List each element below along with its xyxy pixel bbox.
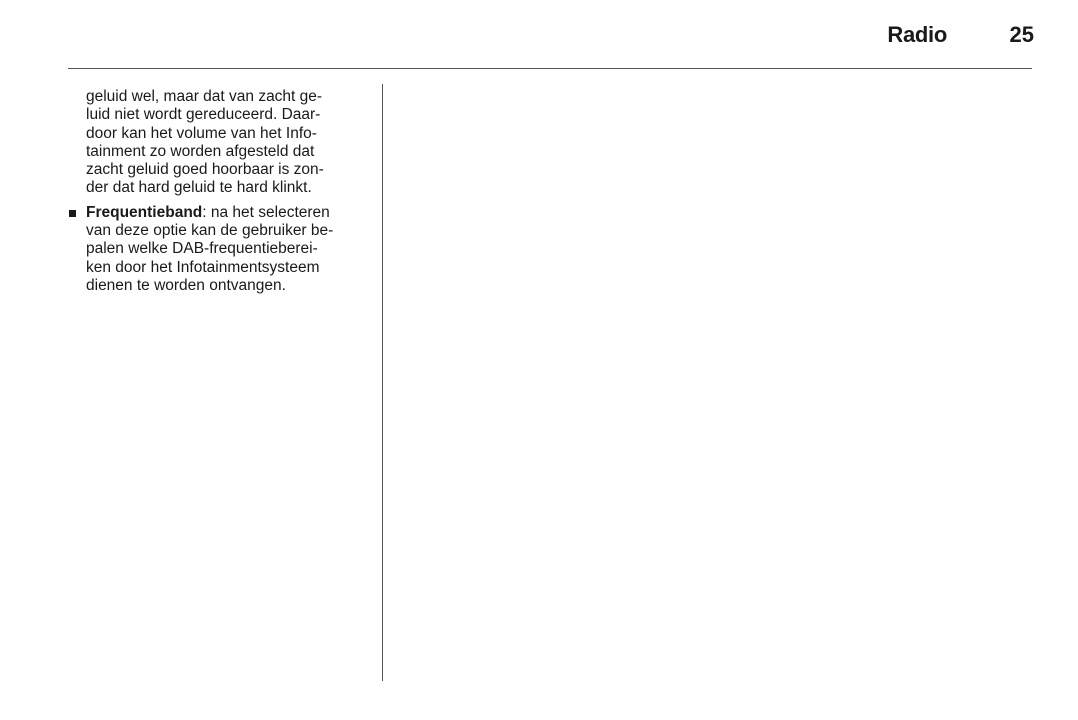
header-divider (68, 68, 1032, 69)
square-bullet-icon (69, 210, 76, 217)
bullet-term: Frequentieband (86, 203, 203, 221)
bullet-item-frequentieband (86, 204, 376, 295)
left-column (86, 88, 376, 295)
bullet-description: : na het selecteren van deze optie kan de gebruiker be- palen welke DAB-frequentieberei- ken door het Infotainmentsysteem dienen te worden ontvangen. (86, 203, 334, 294)
section-title: Radio (887, 22, 947, 47)
page-number: 25 (1009, 22, 1034, 47)
bullet-text (86, 204, 333, 294)
continued-paragraph: geluid wel, maar dat van zacht ge- luid niet wordt gereduceerd. Daar- door kan het volume van het Info- tainment zo worden afgesteld dat zacht geluid goed hoorbaar is zon- der dat hard geluid te hard klinkt. (86, 88, 324, 197)
column-divider (382, 84, 383, 681)
